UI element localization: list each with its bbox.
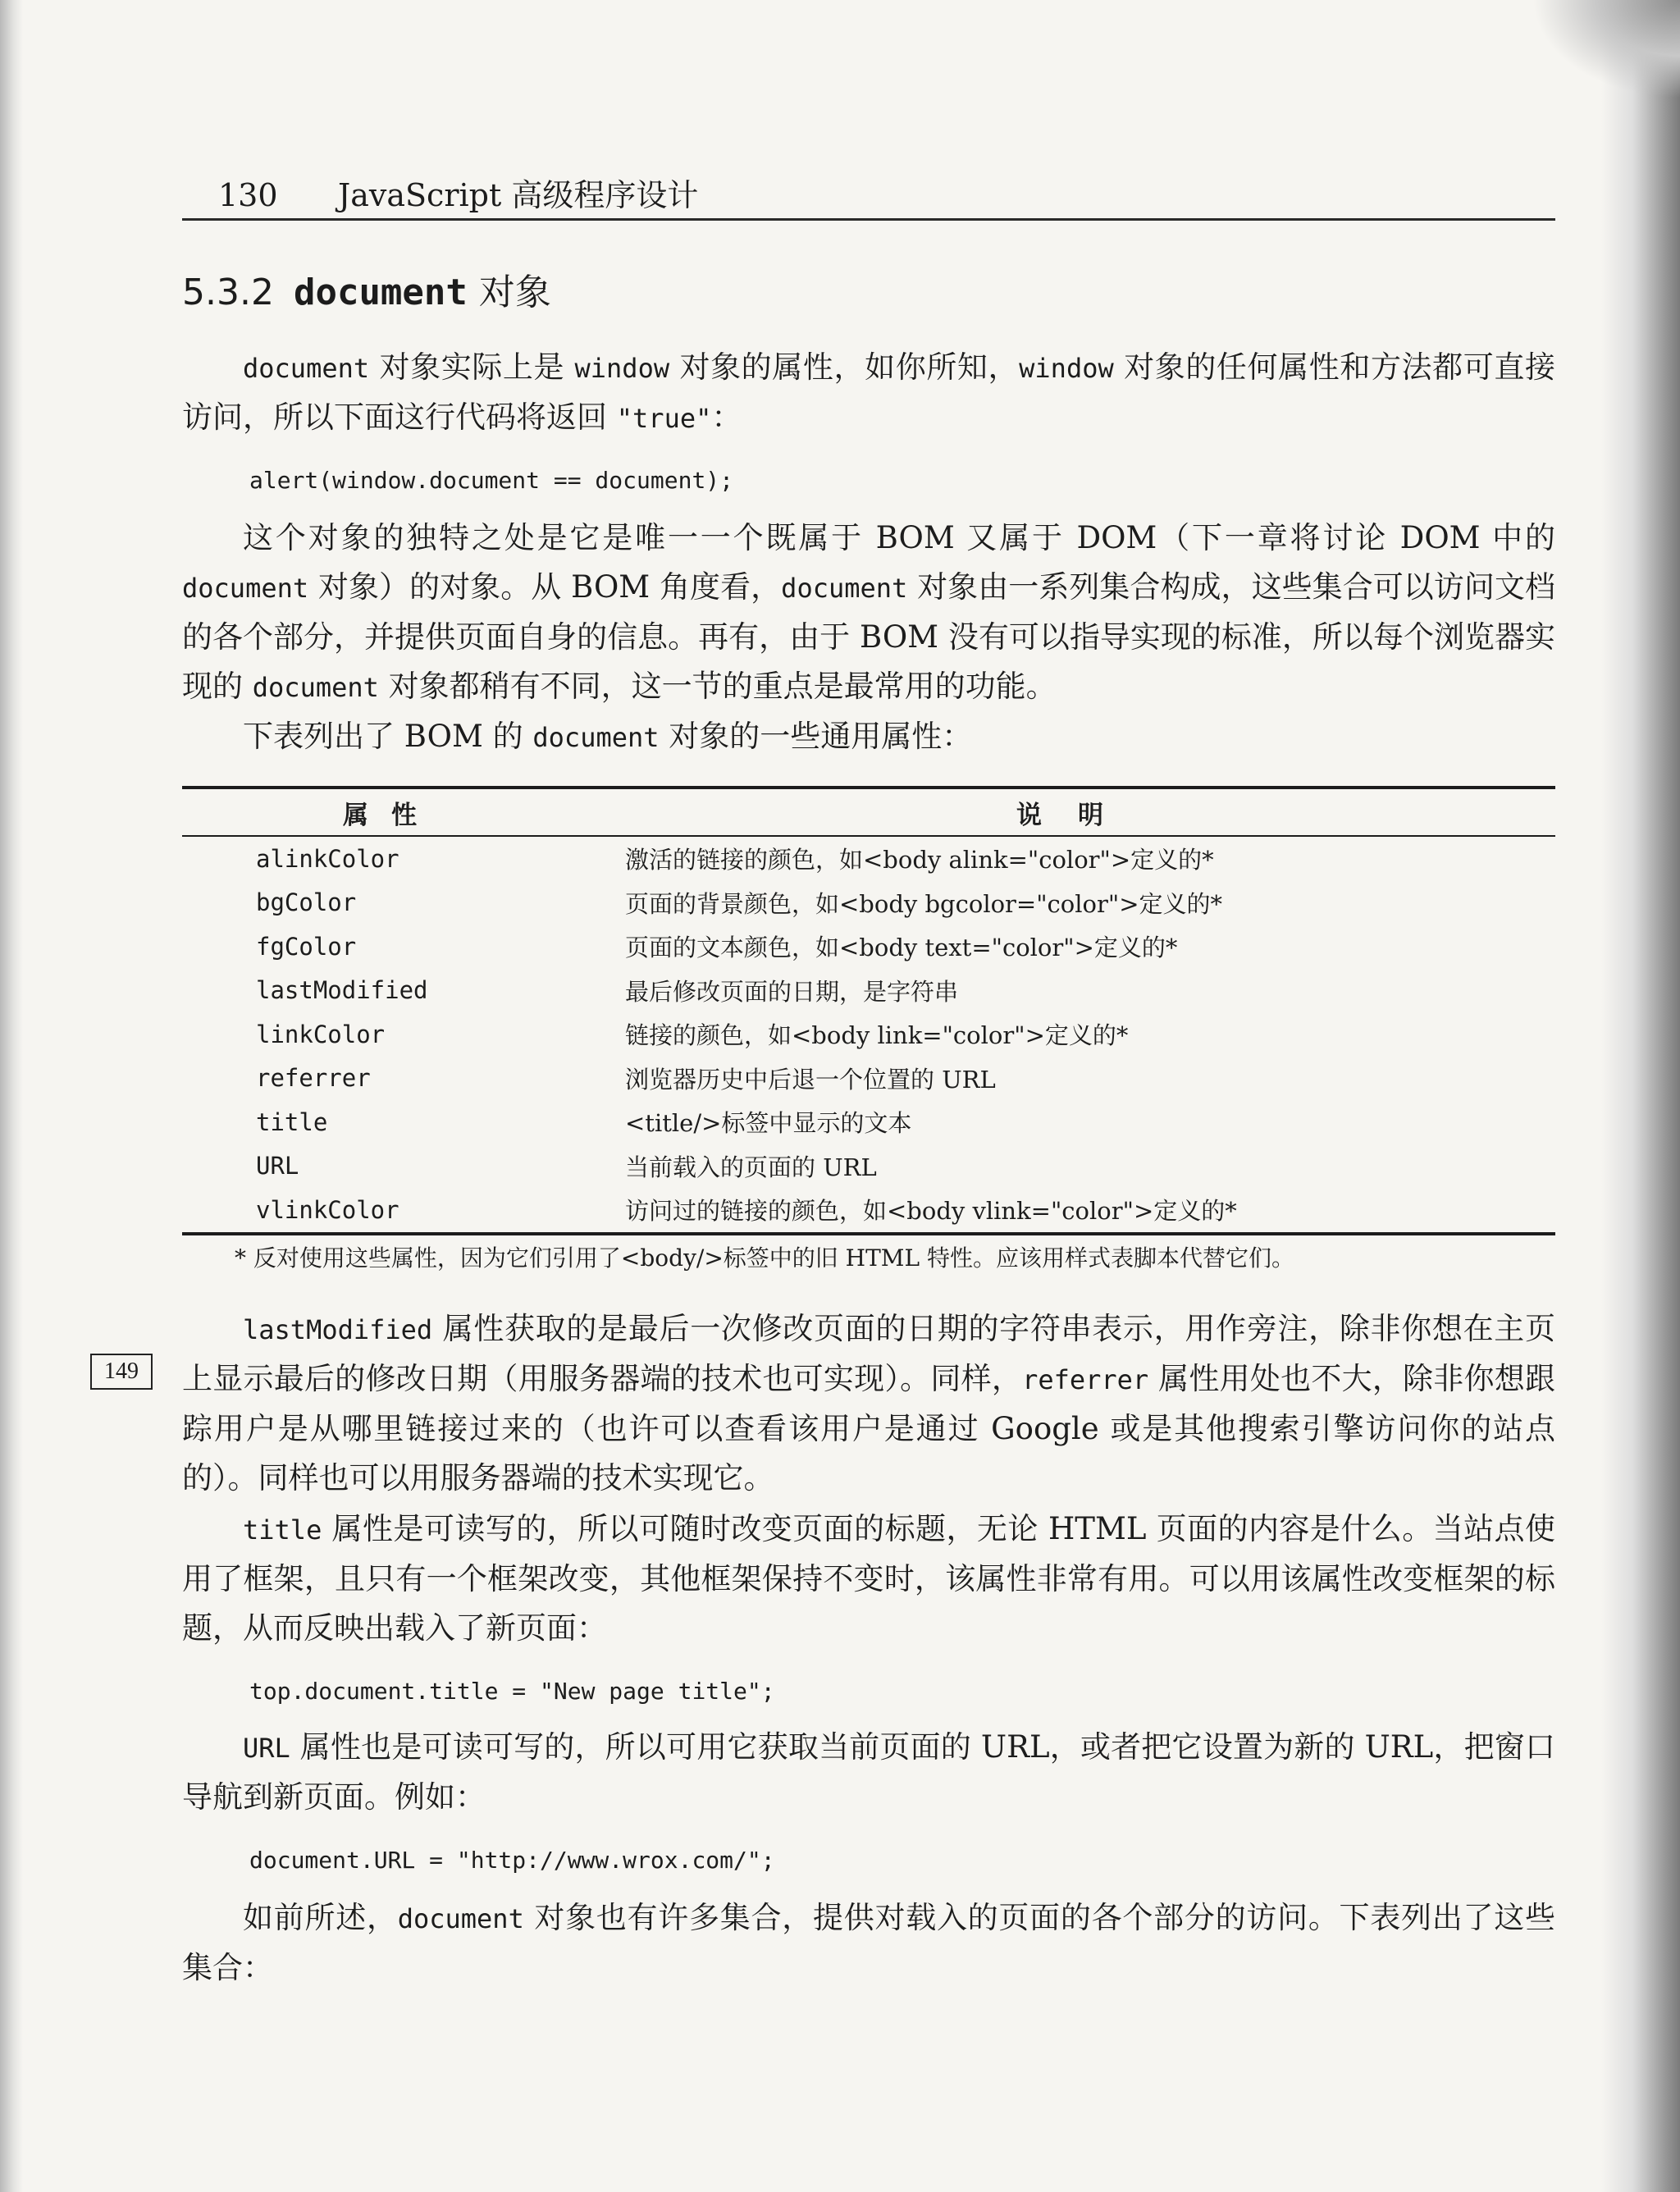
property-description: <title/>标签中显示的文本 [625,1109,912,1138]
property-name: bgColor [256,888,357,917]
section-title-text: 对象 [478,272,551,313]
table-row [182,1144,1555,1189]
paragraph-collections [182,1893,1555,1993]
paragraph-text: 对象也有许多集合，提供对载入的页面的各个部分的访问。下表列出了这些集合： [182,1900,1555,1985]
paragraph-text: 属性获取的是最后一次修改页面的日期的字符串表示，用作旁注，除非你想在主页上显示最后的修改日期（用服务器端的技术也可实现）。同样， [182,1311,1555,1396]
paragraph-intro [182,343,1555,443]
property-name: lastModified [256,976,428,1005]
paragraph-text: 对象实际上是 [369,349,575,385]
inline-code: referrer [1022,1364,1149,1395]
paragraph-text: 属性用处也不大，除非你想跟踪用户是从哪里链接过来的（也许可以查看该用户是通过 Google 或是其他搜索引擎访问你的站点的）。同样也可以用服务器端的技术实现它。 [182,1361,1555,1496]
inline-code: document [781,573,908,604]
inline-code: document [243,353,370,384]
page-number: 130 [218,177,278,213]
paragraph-bom-dom [182,514,1555,712]
property-description: 页面的背景颜色，如<body bgcolor="color">定义的* [625,889,1222,918]
inline-code: title [243,1514,322,1546]
code-example-3: document.URL = "http://www.wrox.com/"; [249,1847,775,1874]
property-description: 激活的链接的颜色，如<body alink="color">定义的* [625,846,1214,875]
code-example-2: top.document.title = "New page title"; [249,1678,775,1705]
table-row [182,925,1555,969]
inline-code: document [182,573,309,604]
paragraph-text: 对象的任何属性和方法都可直接访问，所以下面这行代码将返回 [182,349,1555,435]
inline-code: URL [243,1733,290,1764]
table-row [182,1057,1555,1101]
table-header-row [182,788,1555,836]
inline-code: "true" [616,403,712,434]
table-row [182,969,1555,1013]
paragraph-title [182,1505,1555,1653]
header-rule [182,218,1555,221]
paragraph-lastmodified [182,1304,1555,1503]
paragraph-text: 对象）的对象。从 BOM 角度看， [308,569,782,605]
table-row [182,1188,1555,1234]
property-name: referrer [256,1064,371,1093]
paragraph-text: 对象由一系列集合构成，这些集合可以访问文档的各个部分，并提供页面自身的信息。再有，由于 BOM 没有可以指导实现的标准，所以每个浏览器实现的 [182,569,1555,704]
paragraph-text: 属性是可读写的，所以可随时改变页面的标题，无论 HTML 页面的内容是什么。当站点使用了框架，且只有一个框架改变，其他框架保持不变时，该属性非常有用。可以用该属性改变框架的标题，从而反映出载入了新页面： [182,1511,1555,1646]
paragraph-text: 如前所述， [243,1900,398,1935]
inline-code: document [532,722,660,753]
table-row [182,1012,1555,1057]
inline-code: window [1019,353,1114,384]
code-example-1: alert(window.document == document); [249,467,734,494]
section-heading [182,264,551,322]
table-footnote: * 反对使用这些属性，因为它们引用了<body/>标签中的旧 HTML 特性。应该用样式表脚本代替它们。 [235,1244,1294,1272]
page-gutter-shadow [0,0,23,2192]
property-description: 访问过的链接的颜色，如<body vlink="color">定义的* [600,1188,1555,1234]
properties-table [182,786,1555,1235]
property-description: 页面的文本颜色，如<body text="color">定义的* [625,934,1178,962]
page-curl-shadow [1601,0,1680,2192]
paragraph-text: 对象都稍有不同，这一节的重点是最常用的功能。 [378,669,1057,704]
section-code-term: document [293,272,468,313]
property-name: title [256,1107,328,1136]
property-name: URL [256,1152,299,1180]
column-header-property: 属性 [182,788,600,836]
property-name: vlinkColor [182,1188,600,1234]
table-row [182,836,1555,881]
property-name: linkColor [256,1020,386,1048]
property-description: 链接的颜色，如<body link="color">定义的* [625,1021,1129,1050]
property-description: 当前载入的页面的 URL [625,1153,877,1181]
original-page-reference: 149 [90,1354,153,1390]
section-number: 5.3.2 [182,272,274,313]
paragraph-text: 对象的一些通用属性： [659,719,973,754]
property-name: alinkColor [256,844,399,873]
table-row [182,881,1555,925]
inline-code: lastModified [243,1314,433,1345]
column-header-description: 说明 [600,788,1555,836]
page-corner-shadow [1532,0,1680,98]
property-description: 浏览器历史中后退一个位置的 URL [625,1065,996,1094]
running-header [182,172,1555,218]
paragraph-text: 下表列出了 BOM 的 [243,719,533,754]
paragraph-text: ： [711,400,742,435]
inline-code: document [252,672,379,703]
table-row [182,1100,1555,1144]
paragraph-url [182,1723,1555,1822]
inline-code: document [397,1903,524,1934]
book-title: JavaScript 高级程序设计 [338,177,699,213]
paragraph-text: 这个对象的独特之处是它是唯一一个既属于 BOM 又属于 DOM（下一章将讨论 DOM 中的 [243,520,1555,555]
paragraph-text: 对象的属性，如你所知， [669,349,1020,385]
paragraph-text: 属性也是可读可写的，所以可用它获取当前页面的 URL，或者把它设置为新的 URL，把窗口导航到新页面。例如： [182,1729,1555,1815]
property-description: 最后修改页面的日期，是字符串 [625,977,959,1006]
property-name: fgColor [256,932,357,961]
paragraph-table-intro [182,712,1555,762]
inline-code: window [574,353,670,384]
